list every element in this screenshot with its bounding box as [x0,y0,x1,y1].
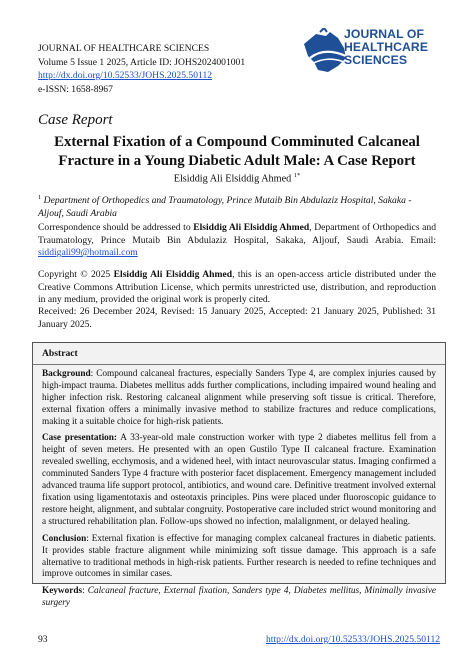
page-number: 93 [38,634,48,645]
correspondence: Correspondence should be addressed to Elsiddig Ali Elsiddig Ahmed, Department of Orthopedics and Traumatology, Prince Mutaib Bin Abdulaziz Hospital, Sakaka, Aljouf, Saudi Arabia. Email: siddigali99@hotmail.com [38,222,436,259]
affiliation: $^1$ Department of Orthopedics and Traumatology, Prince Mutaib Bin Abdulaziz Hospital, Sakaka - Aljouf, Saudi Arabia [38,194,412,219]
abstract-keywords: Keywords: Calcaneal fracture, External fixation, Sanders type 4, Diabetes mellitus, Minimally invasive surgery [42,586,436,609]
eissn: e-ISSN: 1658-8967 [38,83,113,95]
journal-logo [300,28,450,88]
article-title: External Fixation of a Compound Comminuted Calcaneal Fracture in a Young Diabetic Adult Male: A Case Report [54,134,420,169]
saudi-map-logo-icon [300,28,348,76]
abstract-conclusion: Conclusion: External fixation is effective for managing complex calcaneal fractures in diabetic patients. It provides stable fracture alignment while minimizing soft tissue damage. This approach is a safe alternative to traditional methods in high-risk patients. Further research is needed to refine techniques and improve outcomes in similar cases. [42,533,436,580]
abstract-heading: Abstract [42,348,78,359]
journal-header [38,42,318,96]
abstract-background: Background: Compound calcaneal fractures, especially Sanders Type 4, are complex injuries caused by high-impact trauma. Diabetes mellitus adds further complications, including impaired wound healing and higher infection risk. Restoring calcaneal alignment while preserving soft tissue is critical. Therefore, external fixation offers a minimally invasive method to stabilize fractures and reduce complications, making it a suitable choice for high-risk patients. [42,368,436,427]
abstract-case-presentation: Case presentation: A 33-year-old male construction worker with type 2 diabetes mellitus fell from a height of seven meters. He presented with an open Gustilo Type II calcaneal fracture. Examination revealed swelling, ecchymosis, and a widened heel, with intact neurovascular status. Imaging confirmed a comminuted Sanders Type 4 fracture with posterior facet displacement. Emergency management included advanced trauma life support protocol, antibiotics, and wound care. Definitive treatment involved external fixation using ligamentotaxis and osteotaxis principles. Pins were placed under fluoroscopic guidance to restore height, alignment, and subtalar congruity. Postoperative care included strict wound monitoring and a structured rehabilitation plan. Follow-ups showed no infection, malalignment, or delayed healing. [42,433,436,527]
logo-wordmark: JOURNAL OF HEALTHCARE SCIENCES [344,27,429,67]
author-name: Elsiddig Ali Elsiddig Ahmed [173,173,292,185]
author-superscript: 1* [293,172,301,179]
publication-dates: Received: 26 December 2024, Revised: 15 January 2025, Accepted: 21 January 2025, Published: 31 January 2025. [38,306,436,330]
abstract-divider [33,364,445,365]
footer-doi-link[interactable]: http://dx.doi.org/10.52533/JOHS.2025.50112 [266,634,441,645]
abstract-box [32,342,446,609]
author-line [30,172,444,184]
volume-issue: Volume 5 Issue 1 2025, Article ID: JOHS2024001001 [38,56,246,68]
email-link[interactable]: siddigali99@hotmail.com [38,247,138,259]
header-doi-link[interactable]: http://dx.doi.org/10.52533/JOHS.2025.50112 [38,70,213,82]
journal-name: JOURNAL OF HEALTHCARE SCIENCES [38,43,210,54]
copyright-notice: Copyright © 2025 Elsiddig Ali Elsiddig Ahmed, this is an open-access article distributed under the Creative Commons Attribution License, which permits unrestricted use, distribution, and reproduction in any medium, provided the original work is properly cited. [38,269,436,306]
article-type: Case Report [38,112,113,128]
